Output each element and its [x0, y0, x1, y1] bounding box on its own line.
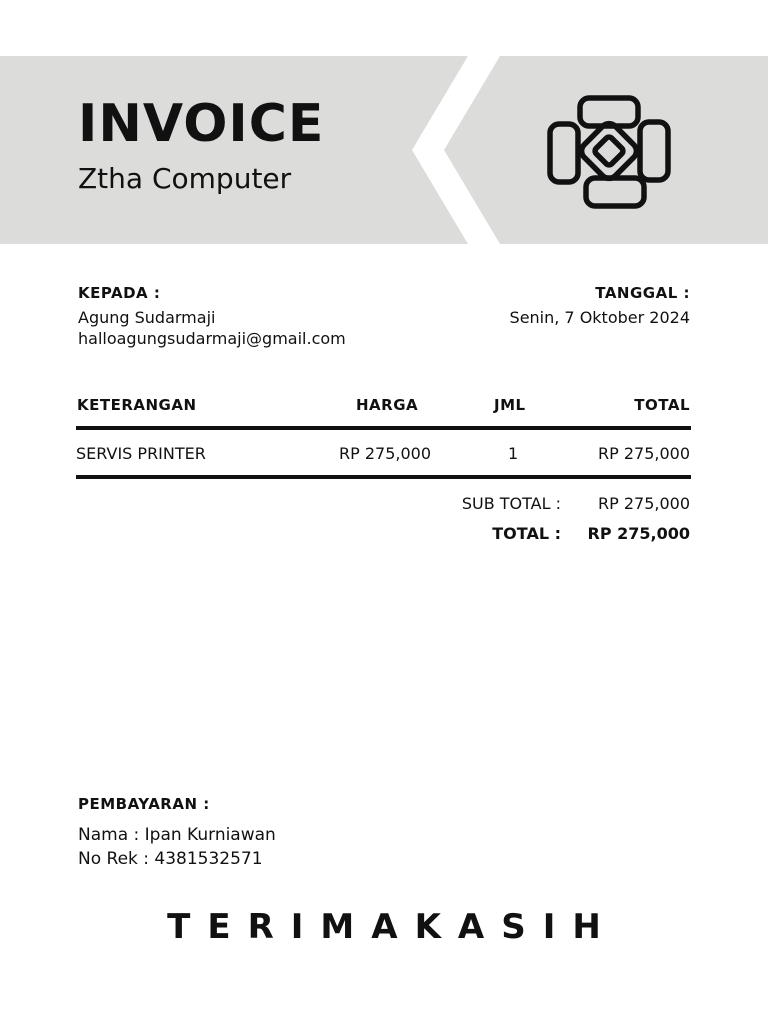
row-qty: 1	[508, 444, 519, 463]
recipient-email: halloagungsudarmaji@gmail.com	[78, 329, 346, 348]
payment-label: PEMBAYARAN :	[78, 795, 210, 813]
total-label: TOTAL :	[492, 524, 561, 543]
subtotal-value: RP 275,000	[597, 494, 690, 513]
column-header-qty: JML	[494, 396, 526, 414]
payment-account: No Rek : 4381532571	[78, 849, 263, 869]
company-name: Ztha Computer	[78, 162, 292, 195]
column-header-description: KETERANGAN	[77, 396, 197, 414]
row-total: RP 275,000	[597, 444, 690, 463]
table-top-rule	[76, 426, 691, 430]
total-value: RP 275,000	[587, 524, 690, 543]
thank-you-footer: TERIMAKASIH	[167, 907, 618, 947]
interlocking-squares-logo-icon	[546, 92, 672, 212]
date-label: TANGGAL :	[595, 284, 690, 302]
row-description: SERVIS PRINTER	[76, 444, 206, 463]
table-bottom-rule	[76, 475, 691, 479]
recipient-name: Agung Sudarmaji	[78, 308, 216, 327]
subtotal-label: SUB TOTAL :	[461, 494, 561, 513]
date-value: Senin, 7 Oktober 2024	[509, 308, 690, 327]
column-header-price: HARGA	[356, 396, 419, 414]
recipient-label: KEPADA :	[78, 284, 161, 302]
payment-name: Nama : Ipan Kurniawan	[78, 825, 276, 845]
column-header-total: TOTAL	[634, 396, 690, 414]
row-price: RP 275,000	[339, 444, 432, 463]
invoice-title: INVOICE	[78, 94, 325, 154]
